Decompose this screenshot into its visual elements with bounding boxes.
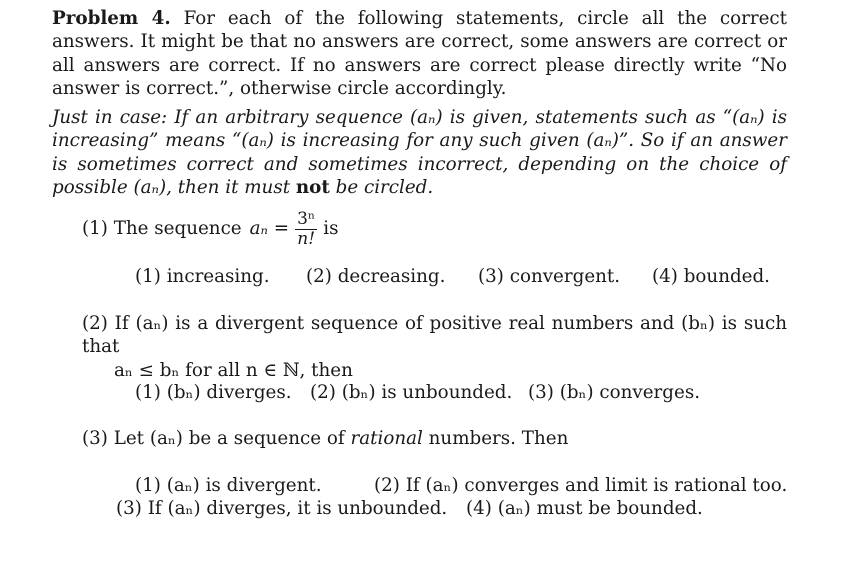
note-emphasis: not (295, 176, 330, 198)
q3-label-emph: rational (350, 428, 423, 449)
q1-option-4[interactable]: (4) bounded. (652, 266, 770, 287)
q2-line-1: (2) If (aₙ) is a divergent sequence of positive real numbers and (bₙ) is such that (82, 313, 787, 358)
question-3-stem (82, 427, 568, 450)
q1-fraction (295, 210, 317, 249)
q3-label-post: numbers. Then (428, 428, 569, 449)
clarification-note (52, 106, 787, 199)
problem-intro (52, 7, 787, 100)
note-text-end: be circled. (335, 176, 434, 198)
q1-variable: aₙ = (249, 218, 290, 240)
note-text: Just in case: If an arbitrary sequence (aₙ) is given, statements such as “(aₙ) is increasing” means “(aₙ) is increasing for any such given (aₙ)”. So if an answer is sometimes correct and sometimes incorrect, depending on the choice of possible (aₙ), then it must (52, 107, 787, 198)
q1-option-3[interactable]: (3) convergent. (478, 266, 621, 287)
question-2-stem (82, 312, 787, 382)
q2-option-3[interactable]: (3) (bₙ) converges. (528, 382, 701, 403)
q3-option-3[interactable]: (3) If (aₙ) diverges, it is unbounded. (116, 498, 448, 519)
q3-label-pre: (3) Let (aₙ) be a sequence of (82, 428, 345, 449)
problem-heading: Problem 4. (52, 8, 171, 29)
q1-tail: is (323, 218, 339, 240)
q3-option-2[interactable]: (2) If (aₙ) converges and limit is rational too. (374, 475, 788, 496)
q1-option-1[interactable]: (1) increasing. (135, 266, 270, 287)
q2-option-1[interactable]: (1) (bₙ) diverges. (135, 382, 292, 403)
question-1-stem (82, 205, 338, 253)
q2-line-2: aₙ ≤ bₙ for all n ∈ ℕ, then (114, 359, 353, 381)
q1-label: (1) The sequence (82, 218, 242, 240)
problem-instructions: For each of the following statements, circle all the correct answers. It might be that no answers are correct, some answers are correct or all answers are correct. If no answers are correct please directly write “No answer is correct.”, otherwise circle accordingly. (52, 8, 787, 99)
q1-numerator: 3ⁿ (297, 208, 316, 229)
q1-option-2[interactable]: (2) decreasing. (306, 266, 446, 287)
q3-option-1[interactable]: (1) (aₙ) is divergent. (135, 475, 322, 496)
q1-denominator: n! (297, 228, 316, 249)
q2-option-2[interactable]: (2) (bₙ) is unbounded. (310, 382, 513, 403)
q3-option-4[interactable]: (4) (aₙ) must be bounded. (466, 498, 703, 519)
